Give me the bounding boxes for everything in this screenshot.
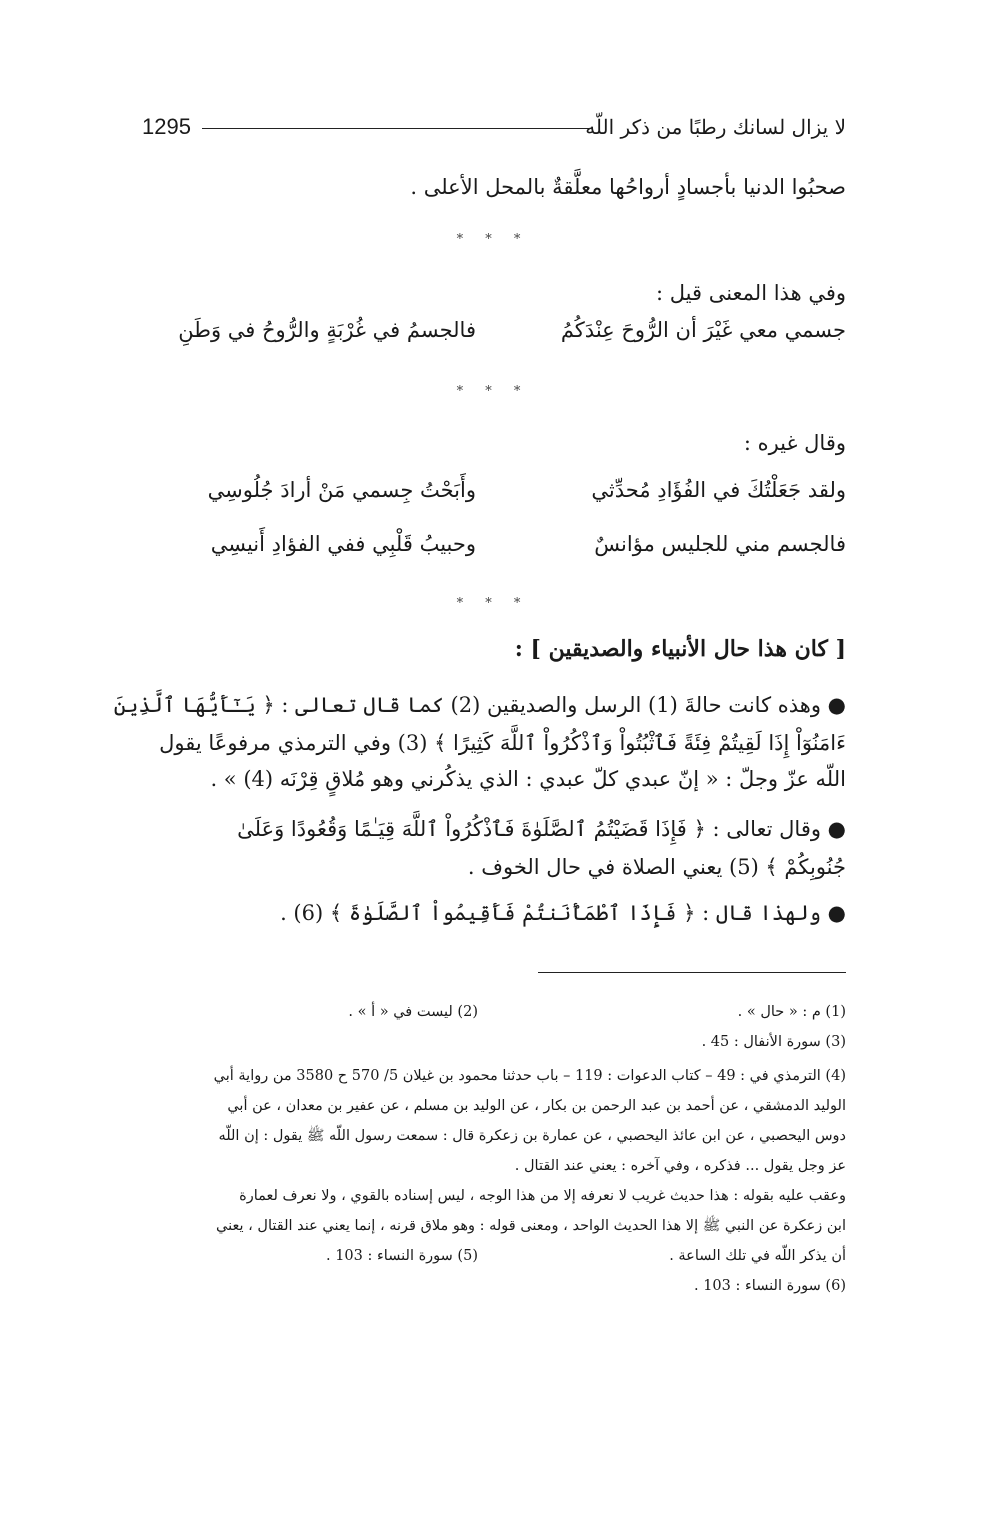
running-header [142, 113, 846, 145]
section-heading: [ كان هذا حال الأنبياء والصديقين ] : [514, 636, 846, 662]
verse-first-hemistich: فالجسم مني للجليس مؤانسٌ [594, 532, 846, 556]
footnote-6: (6) سورة النساء : 103 . [693, 1278, 846, 1294]
running-title: لا يزال لسانك رطبًا من ذكر اللّه [585, 115, 846, 139]
poem2-intro: وقال غيره : [743, 431, 846, 455]
footnote-1: (1) م : « حال » . [737, 1004, 846, 1020]
separator-3: * * * [456, 596, 530, 611]
verse-second-hemistich: فالجسمُ في غُرْبَةٍ والرُّوحُ في وَطَنِ [178, 318, 476, 342]
poem1-intro: وفي هذا المعنى قيل : [655, 281, 846, 305]
footnote-4-line-1: (4) الترمذي في : 49 – كتاب الدعوات : 119 – باب حدثنا محمود بن غيلان 5/ 570 ح 3580 من رواية أبي [213, 1068, 846, 1084]
page-number: 1295 [142, 114, 191, 139]
poem1-verse-1 [178, 318, 846, 352]
para3-line: ● ولهذا قال : ﴿ فَإِذَا ٱطْمَأْنَنتُمْ فَأَقِيمُواْ ٱلصَّلَوٰةَ ﴾ (6) . [280, 901, 846, 925]
para2-line-2: جُنُوبِكُمْ ﴾ (5) يعني الصلاة في حال الخوف . [467, 855, 846, 879]
para1-line-2: ءَامَنُوٓاْ إِذَا لَقِيتُمْ فِئَةً فَٱثْبُتُواْ وَٱذْكُرُواْ ٱللَّهَ كَثِيرًا ﴾ (3) وفي الترمذي مرفوعًا يقول [159, 731, 846, 755]
footnote-2: (2) ليست في « أ » . [348, 1004, 478, 1020]
verse-first-hemistich: جسمي معي غَيْرَ أن الرُّوحَ عِنْدَكُمُ [560, 318, 846, 342]
footnote-3: (3) سورة الأنفال : 45 . [701, 1034, 846, 1050]
para2-line-1: ● وقال تعالى : ﴿ فَإِذَا قَضَيْتُمُ ٱلصَّلَوٰةَ فَٱذْكُرُواْ ٱللَّهَ قِيَـٰمًا وَقُعُودًا وَعَلَىٰ [237, 817, 846, 841]
poem2-verse-1 [182, 478, 846, 512]
separator-2: * * * [456, 384, 530, 399]
para1-line-1: ● وهذه كانت حالةَ (1) الرسل والصديقين (2) كما قال تعالى : ﴿ يَـٰٓأَيُّهَا ٱلَّذِينَ [113, 693, 846, 717]
header-rule [202, 128, 592, 129]
intro-line: صحبُوا الدنيا بأجسادٍ أرواحُها معلَّقةٌ بالمحل الأعلى . [410, 175, 846, 199]
footnote-5: (5) سورة النساء : 103 . [325, 1248, 478, 1264]
verse-second-hemistich: وأَبَحْتُ جِسمي مَنْ أرادَ جُلُوسِي [207, 478, 476, 502]
verse-first-hemistich: ولقد جَعَلْتُكَ في الفُؤَادِ مُحدِّثي [591, 478, 846, 502]
footnote-4-line-6: ابن زعكرة عن النبي ﷺ إلا هذا الحديث الواحد ، ومعنى قوله : وهو ملاق قرنه ، إنما يعني عند القتال ، يعني [216, 1218, 846, 1234]
poem2-verse-2 [182, 532, 846, 566]
footnote-4-line-5: وعقب عليه بقوله : هذا حديث غريب لا نعرفه إلا من هذا الوجه ، ليس إسناده بالقوي ، ولا نعرف لعمارة [239, 1188, 846, 1204]
para1-line-3: اللّه عزّ وجلّ : « إنّ عبدي كلّ عبدي : الذي يذكُرني وهو مُلاقٍ قِرْنَه (4) » . [210, 767, 846, 791]
footnote-4-line-3: دوس اليحصبي ، عن ابن عائذ اليحصبي ، عن عمارة بن زعكرة قال : سمعت رسول اللّه ﷺ يقول : إن اللّه [218, 1128, 846, 1144]
footnote-4-line-7: أن يذكر اللّه في تلك الساعة . [669, 1248, 846, 1264]
separator-1: * * * [456, 232, 530, 247]
footnote-4-line-4: عز وجل يقول ... فذكره ، وفي آخره : يعني عند القتال . [514, 1158, 846, 1174]
verse-second-hemistich: وحبيبُ قَلْبِي ففي الفؤادِ أَنيسِي [210, 532, 476, 556]
footnote-rule [538, 972, 846, 973]
footnote-4-line-2: الوليد الدمشقي ، عن أحمد بن عبد الرحمن بن بكار ، عن الوليد بن مسلم ، عن عفير بن معدان ، عن أبي [227, 1098, 846, 1114]
